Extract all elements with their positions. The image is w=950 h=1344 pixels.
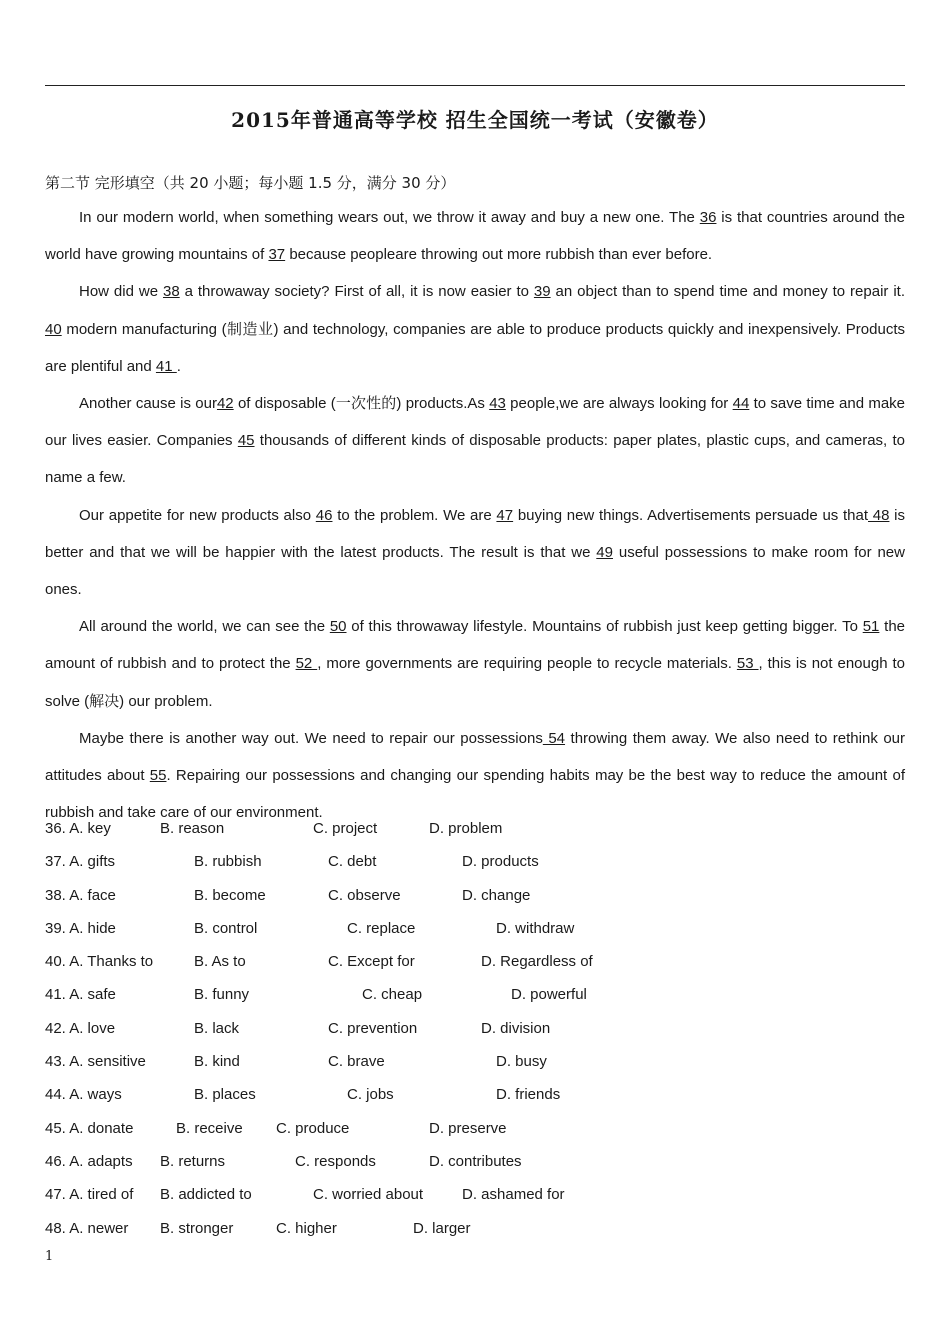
blank-number: 54: [542, 729, 566, 747]
option-choice: C. prevention: [328, 1019, 418, 1037]
option-choice: D. division: [481, 1019, 551, 1037]
passage-text: , this is not enough to solve (解决) our problem.: [45, 655, 905, 710]
blank-number: 46: [315, 506, 333, 524]
option-choice: 36. A. key: [45, 820, 111, 837]
blank-number: 50: [329, 618, 347, 636]
option-choice: C. Except for: [328, 953, 415, 971]
option-choice: D. problem: [429, 820, 503, 837]
option-choice: D. change: [462, 886, 531, 904]
option-choice: 38. A. face: [45, 886, 116, 904]
option-choice: 44. A. ways: [45, 1086, 122, 1104]
passage-text: , more governments are requiring people to recycle materials.: [317, 655, 737, 673]
passage-text: an object than to spend time and money to repair it.: [550, 283, 905, 301]
passage-text: of disposable (一次性的) products.As: [233, 395, 490, 413]
option-choice: D. contributes: [429, 1152, 522, 1170]
passage-text: is better and that we will be happier with the latest products. The result is that we: [45, 506, 905, 561]
option-row: [45, 1178, 905, 1211]
option-choice: D. powerful: [511, 986, 587, 1004]
option-row: [45, 945, 905, 978]
option-choice: D. withdraw: [496, 919, 575, 937]
passage-text: How did we: [79, 283, 163, 301]
passage-text: to save time and make our lives easier. Companies: [45, 395, 906, 450]
option-choice: B. reason: [160, 820, 225, 837]
option-choice: B. stronger: [160, 1219, 234, 1237]
option-row: [45, 845, 905, 878]
option-choice: D. busy: [496, 1053, 547, 1071]
passage-text: Maybe there is another way out. We need to repair our possessions: [79, 729, 543, 747]
blank-number: 47: [496, 506, 514, 524]
blank-number: 51: [862, 618, 880, 636]
answer-options: [45, 812, 905, 1245]
option-choice: B. become: [194, 886, 266, 904]
option-choice: 48. A. newer: [45, 1219, 129, 1237]
option-choice: C. produce: [276, 1119, 350, 1137]
option-choice: 46. A. adapts: [45, 1152, 133, 1170]
option-row: [45, 879, 905, 912]
passage-text: .: [176, 357, 181, 375]
option-choice: B. returns: [160, 1152, 226, 1170]
passage-text: In our modern world, when something wears out, we throw it away and buy a new one. The: [79, 209, 700, 226]
passage-paragraph: [45, 497, 905, 609]
blank-number: 48: [868, 506, 890, 524]
passage-text: to the problem. We are: [332, 506, 497, 524]
option-choice: C. replace: [347, 919, 416, 937]
option-choice: B. control: [194, 919, 258, 937]
option-choice: C. responds: [295, 1152, 376, 1170]
blank-number: 45: [237, 432, 255, 450]
option-choice: C. jobs: [347, 1086, 394, 1104]
option-choice: D. Regardless of: [481, 953, 593, 971]
passage-paragraph: [45, 199, 905, 273]
option-choice: 43. A. sensitive: [45, 1053, 146, 1071]
blank-number: 52: [295, 655, 318, 673]
option-row: [45, 1012, 905, 1045]
blank-number: 49: [596, 543, 613, 561]
option-row: [45, 978, 905, 1011]
option-row: [45, 1145, 905, 1178]
option-choice: B. kind: [194, 1053, 240, 1071]
passage-text: because peopleare throwing out more rubbish than ever before.: [285, 246, 713, 264]
passage-text: buying new things. Advertisements persuade us that: [513, 506, 869, 524]
passage-text: a throwaway society? First of all, it is now easier to: [179, 283, 534, 301]
option-row: [45, 912, 905, 945]
passage-paragraph: [45, 385, 905, 497]
passage-text: is that countries around the world have growing mountains of: [45, 209, 905, 264]
blank-number: 43: [489, 395, 506, 413]
option-row: [45, 1112, 905, 1145]
option-choice: D. products: [462, 853, 539, 871]
blank-number: 41: [155, 357, 177, 375]
header-rule: [45, 85, 905, 86]
option-choice: 42. A. love: [45, 1019, 116, 1037]
option-choice: 47. A. tired of: [45, 1186, 134, 1204]
option-choice: B. receive: [176, 1119, 243, 1137]
page-title: 2015年普通高等学校 招生全国统一考试（安徽卷）: [231, 108, 719, 132]
passage-paragraph: [45, 608, 905, 720]
option-row: [45, 1045, 905, 1078]
option-choice: B. funny: [194, 986, 250, 1004]
option-choice: 45. A. donate: [45, 1119, 134, 1137]
option-choice: 40. A. Thanks to: [45, 953, 154, 971]
passage-text: All around the world, we can see the: [79, 618, 330, 636]
passage-text: of this throwaway lifestyle. Mountains of rubbish just keep getting bigger. To: [346, 618, 863, 636]
blank-number: 37: [268, 246, 286, 264]
option-choice: C. observe: [328, 886, 401, 904]
passage-text: . Repairing our possessions and changing our spending habits may be the best way to reduce the amount of rubbish and take care of our environment.: [45, 767, 905, 822]
passage-text: modern manufacturing (制造业) and technology, companies are able to produce products quickly and inexpensively. Products are plentiful and: [45, 320, 905, 375]
passage-text: people,we are always looking for: [505, 395, 733, 413]
blank-number: 36: [699, 209, 717, 226]
option-choice: D. preserve: [429, 1119, 507, 1137]
passage-text: the amount of rubbish and to protect the: [45, 618, 905, 673]
blank-number: 39: [533, 283, 551, 301]
option-row: [45, 1078, 905, 1111]
option-choice: D. larger: [413, 1219, 471, 1237]
option-choice: B. addicted to: [160, 1186, 252, 1204]
blank-number: 38: [162, 283, 180, 301]
option-choice: 39. A. hide: [45, 919, 116, 937]
option-choice: D. ashamed for: [462, 1186, 565, 1204]
option-choice: C. brave: [328, 1053, 385, 1071]
option-choice: B. As to: [194, 953, 246, 971]
passage-text: throwing them away. We also need to rethink our attitudes about: [45, 729, 906, 785]
option-choice: 37. A. gifts: [45, 853, 116, 871]
blank-number: 40: [45, 320, 62, 338]
blank-number: 55: [149, 767, 167, 785]
section-heading: 第二节 完形填空（共 20 小题；每小题 1.5 分，满分 30 分）: [45, 174, 456, 192]
option-row: [45, 812, 905, 845]
passage-text: Another cause is our: [79, 395, 217, 413]
option-choice: D. friends: [496, 1086, 561, 1104]
option-choice: B. lack: [194, 1019, 240, 1037]
option-choice: C. cheap: [362, 986, 423, 1004]
passage-paragraph: [45, 273, 905, 385]
option-choice: B. places: [194, 1086, 256, 1104]
page-number: 1: [45, 1249, 54, 1264]
passage-text: Our appetite for new products also: [79, 506, 316, 524]
passage-text: thousands of different kinds of disposable products: paper plates, plastic cups, and cameras, to name a few.: [45, 432, 905, 487]
option-row: [45, 1212, 905, 1245]
cloze-passage: [45, 199, 905, 831]
option-choice: C. worried about: [313, 1186, 424, 1204]
option-choice: C. debt: [328, 853, 377, 871]
blank-number: 42: [216, 395, 234, 413]
option-choice: C. project: [313, 820, 378, 837]
blank-number: 44: [732, 395, 750, 413]
option-choice: B. rubbish: [194, 853, 262, 871]
blank-number: 53: [736, 655, 759, 673]
option-choice: C. higher: [276, 1219, 337, 1237]
option-choice: 41. A. safe: [45, 986, 116, 1004]
passage-text: useful possessions to make room for new ones.: [45, 543, 905, 599]
